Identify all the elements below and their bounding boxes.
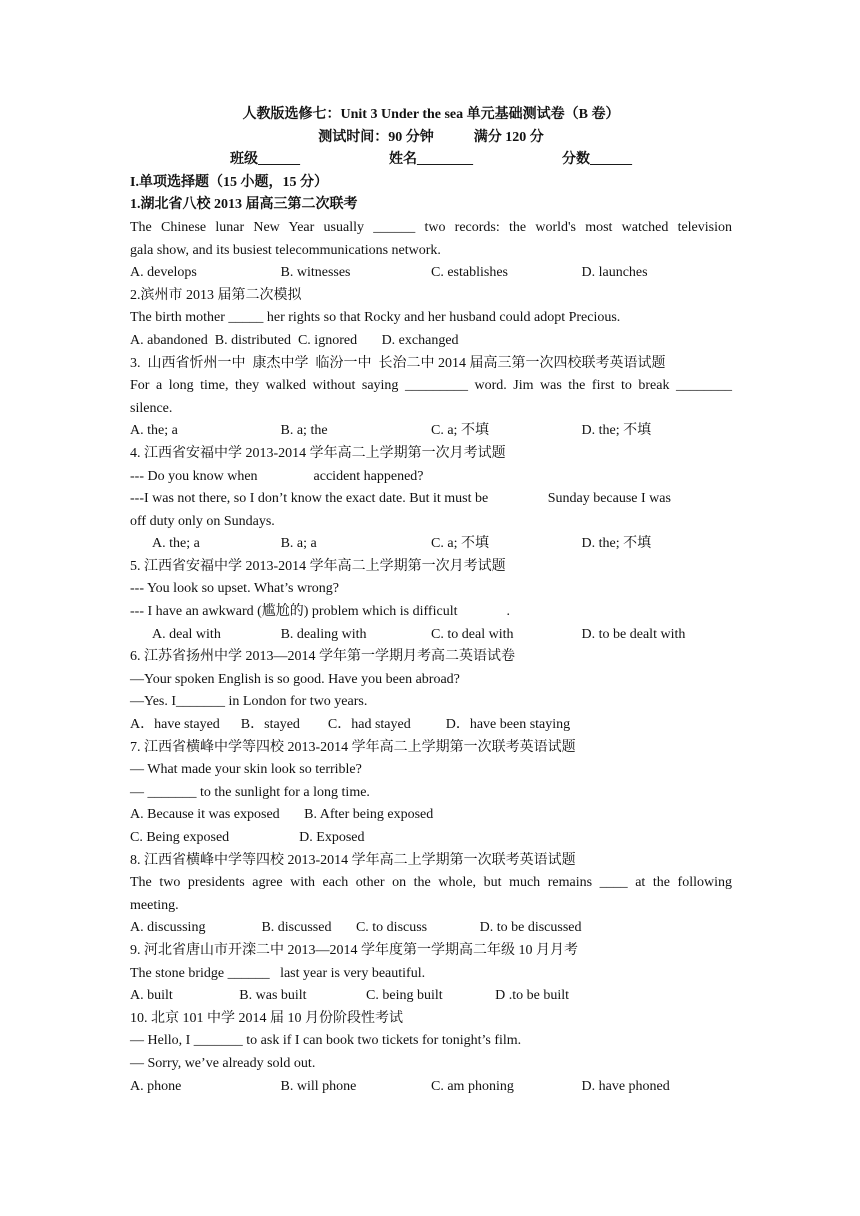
question-source: 10. 北京 101 中学 2014 届 10 月份阶段性考试 [130,1010,403,1026]
question-1 [130,194,732,284]
option-a: A. deal with [152,626,221,642]
test-time: 测试时间：90 分钟 [318,129,434,145]
question-stem: The birth mother _____ her rights so that Rocky and her husband could adopt Precious. [130,310,621,326]
question-4 [130,443,732,556]
class-field: 班级______ [230,152,300,168]
option-d: D. the; 不填 [581,536,652,552]
question-stem: off duty only on Sundays. [130,513,275,529]
question-6 [130,646,732,736]
question-source: 9. 河北省唐山市开滦二中 2013—2014 学年度第一学期高二年级 10 月月考 [130,942,578,958]
option-d: D. have phoned [581,1078,670,1094]
options-row [130,420,732,443]
question-stem: —Your spoken English is so good. Have you been abroad? [130,671,460,687]
question-stem: meeting. [130,897,179,913]
question-stem: — What made your skin look so terrible? [130,762,362,778]
options-row [130,533,732,556]
option-a: A. the; a [152,536,200,552]
question-stem: gala show, and its busiest telecommunications network. [130,242,441,258]
question-source: 6. 江苏省扬州中学 2013—2014 学年第一学期月考高二英语试卷 [130,649,515,665]
options-row: A. discussing B. discussed C. to discuss D. to be discussed [130,920,582,936]
name-field: 姓名________ [389,152,473,168]
question-stem: --- You look so upset. What’s wrong? [130,581,339,597]
question-source: 4. 江西省安福中学 2013-2014 学年高二上学期第一次月考试题 [130,445,506,461]
exam-meta [130,127,732,150]
question-5 [130,556,732,646]
question-stem: The stone bridge ______ last year is very beautiful. [130,965,426,981]
option-d: D. launches [581,265,648,281]
question-stem: --- Do you know when accident happened? [130,468,424,484]
question-source: 8. 江西省横峰中学等四校 2013-2014 学年高二上学期第一次联考英语试题 [130,852,576,868]
full-score: 满分 120 分 [473,129,544,145]
option-a: A. phone [130,1078,182,1094]
question-source: 2.滨州市 2013 届第二次模拟 [130,287,302,303]
option-b: B. will phone [280,1078,357,1094]
question-3 [130,353,732,443]
option-a: A. the; a [130,423,178,439]
option-b: B. witnesses [280,265,351,281]
page-title: 人教版选修七：Unit 3 Under the sea 单元基础测试卷（B 卷） [242,107,620,122]
options-row: C. Being exposed D. Exposed [130,830,365,845]
question-stem: The two presidents agree with each other on the whole, but much remains ____ at the following [130,875,732,891]
section-title: I.单项选择题（15 小题，15 分） [130,174,328,190]
question-source: 7. 江西省横峰中学等四校 2013-2014 学年高二上学期第一次联考英语试题 [130,739,576,755]
question-stem: — Sorry, we’ve already sold out. [130,1055,316,1071]
options-row: A．have stayed B．stayed C．had stayed D．have been staying [130,717,571,733]
question-9 [130,940,732,1008]
options-row [130,624,732,647]
question-source: 3. 山西省忻州一中 康杰中学 临汾一中 长治二中 2014 届高三第一次四校联考英语试题 [130,355,666,371]
question-8 [130,850,732,940]
question-stem: — _______ to the sunlight for a long time. [130,784,370,800]
question-stem: For a long time, they walked without saying _________ word. Jim was the first to break ________ [130,378,732,394]
option-b: B. a; a [280,536,317,552]
options-row [130,1076,732,1099]
option-c: C. a; 不填 [431,536,489,552]
options-row: A. abandoned B. distributed C. ignored D. exchanged [130,332,459,348]
option-d: D. the; 不填 [581,423,652,439]
option-c: C. establishes [431,265,508,281]
option-d: D. to be dealt with [581,626,686,642]
question-stem: ---I was not there, so I don’t know the exact date. But it must be Sunday because I was [130,491,671,507]
options-row [130,262,732,285]
question-source: 5. 江西省安福中学 2013-2014 学年高二上学期第一次月考试题 [130,558,506,574]
student-info [130,149,732,172]
question-stem: —Yes. I_______ in London for two years. [130,694,368,710]
option-a: A. develops [130,265,197,281]
option-b: B. dealing with [280,626,367,642]
question-stem: silence. [130,400,173,416]
option-b: B. a; the [280,423,328,439]
question-10 [130,1008,732,1098]
question-7 [130,737,732,850]
question-stem: --- I have an awkward (尴尬的) problem which is difficult . [130,604,510,620]
options-row: A. built B. was built C. being built D .to be built [130,988,570,1004]
question-stem: — Hello, I _______ to ask if I can book two tickets for tonight’s film. [130,1033,522,1049]
options-row: A. Because it was exposed B. After being exposed [130,807,434,823]
exam-page [130,104,732,1098]
option-c: C. am phoning [431,1078,514,1094]
option-c: C. a; 不填 [431,423,489,439]
question-stem: The Chinese lunar New Year usually ______ two records: the world's most watched television [130,219,732,235]
question-2 [130,285,732,353]
score-field: 分数______ [562,152,632,168]
question-source: 1.湖北省八校 2013 届高三第二次联考 [130,197,358,213]
option-c: C. to deal with [431,626,514,642]
